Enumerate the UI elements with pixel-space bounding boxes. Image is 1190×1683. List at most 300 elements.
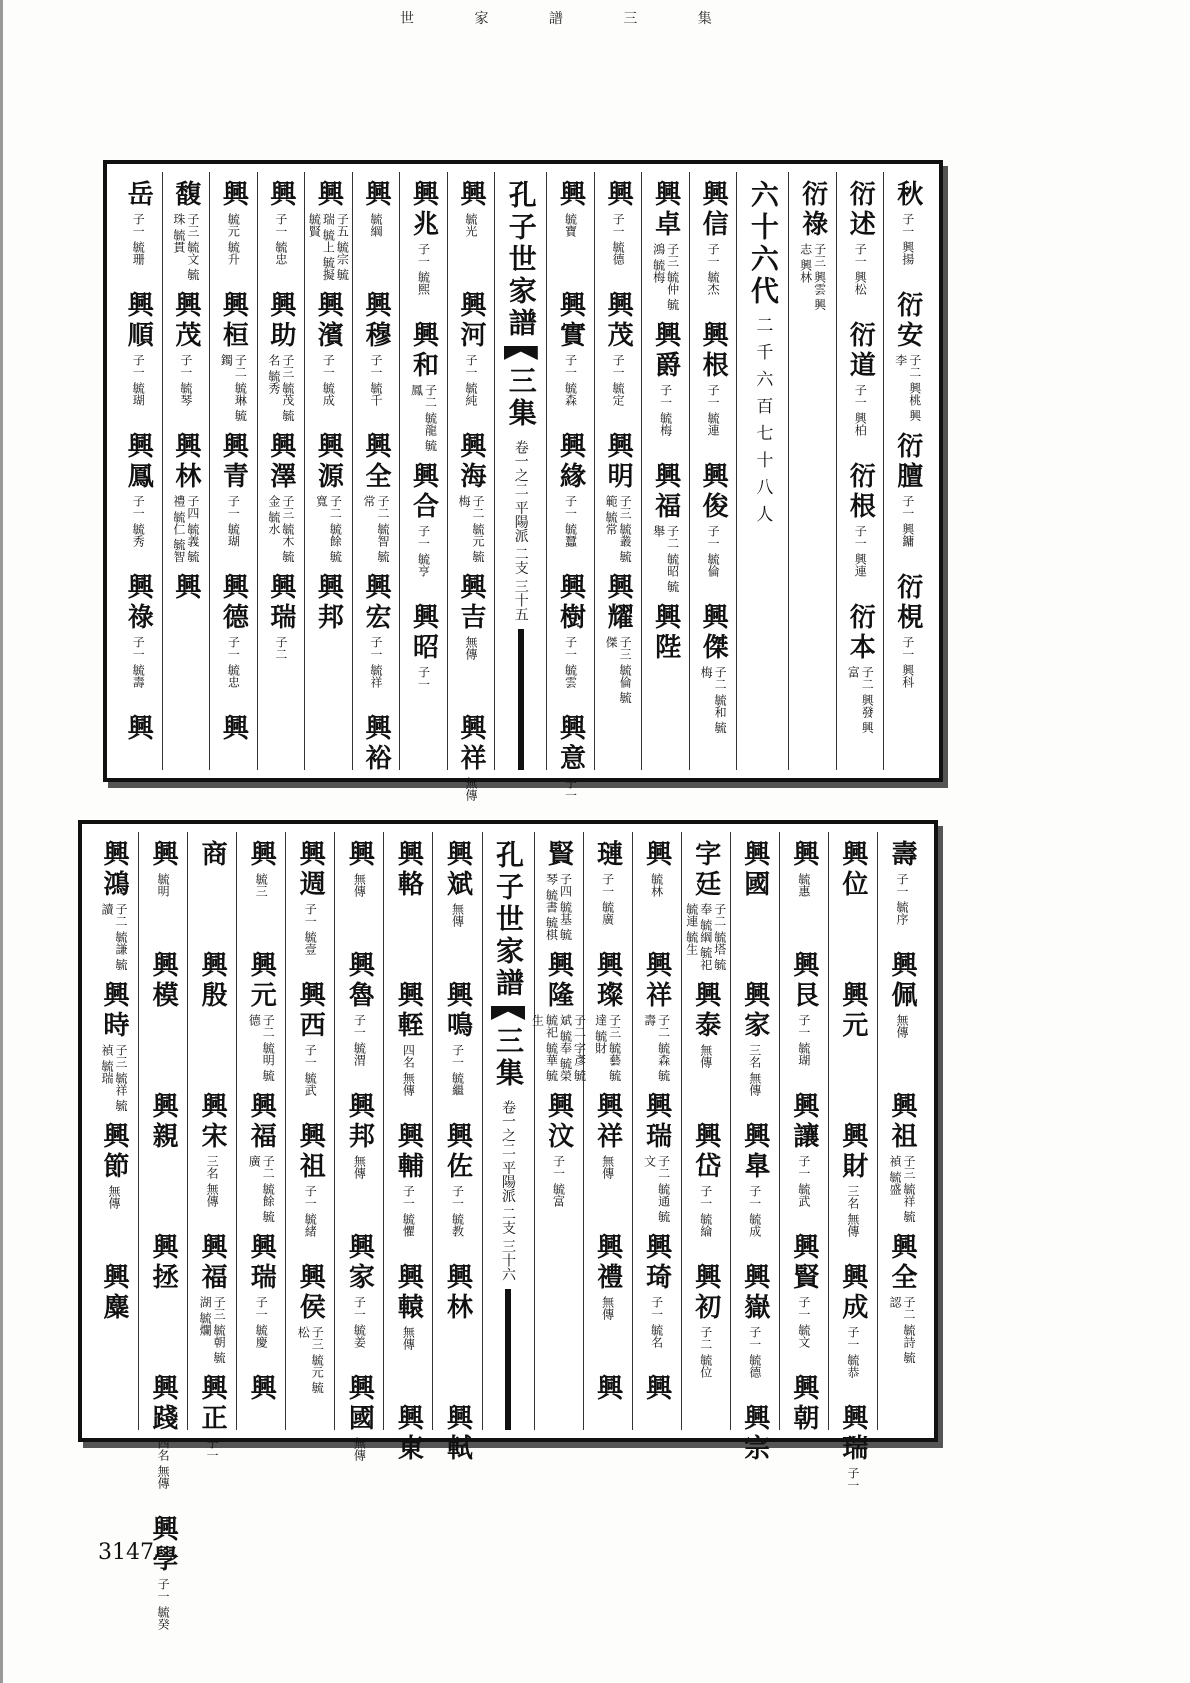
genealogy-entry	[172, 180, 200, 283]
person-note: 毓元 毓升	[226, 213, 241, 265]
person-name: 壽	[886, 840, 917, 870]
collection-label: 三集	[504, 366, 538, 430]
genealogy-entry	[344, 951, 375, 1084]
person-note: 子一 毓忠	[273, 213, 288, 265]
center-bar	[505, 1289, 511, 1430]
person-note: 子二 興發 興富	[846, 666, 875, 734]
person-note: 無傳	[352, 1155, 367, 1179]
genealogy-entry	[457, 432, 485, 565]
genealogy-entry	[442, 1404, 473, 1537]
person-name: 興祥	[641, 951, 672, 1011]
person-note: 三名 無傳	[845, 1185, 860, 1237]
genealogy-entry	[652, 462, 680, 595]
genealogy-entry	[788, 1092, 819, 1225]
person-name: 興親	[148, 1092, 179, 1152]
person-name: 興嶽	[739, 1263, 770, 1323]
genealogy-entry	[295, 1122, 326, 1255]
person-note: 子一 毓純	[464, 354, 479, 406]
genealogy-entry	[837, 981, 868, 1114]
person-note: 子二 毓餘 毓廣	[247, 1155, 276, 1223]
person-note: 子二 毓明 毓德	[247, 1014, 276, 1082]
person-note: 毓林	[649, 873, 664, 897]
genealogy-entry	[892, 573, 923, 706]
genealogy-column	[115, 172, 162, 770]
person-name: 興	[788, 840, 819, 870]
genealogy-column	[730, 832, 779, 1464]
person-note: 子一 毓森	[563, 354, 578, 406]
person-note: 子二 毓琳 毓鐲	[219, 354, 248, 422]
person-name: 字廷	[690, 840, 721, 900]
book-center-column	[482, 832, 534, 1430]
person-name: 興瑞	[246, 1233, 277, 1293]
person-note: 子一 毓武	[796, 1155, 811, 1207]
genealogy-entry	[892, 180, 923, 283]
genealogy-entry	[408, 180, 439, 313]
genealogy-entry	[246, 1233, 277, 1366]
genealogy-entry	[592, 1233, 623, 1366]
person-note: 子一 毓熙	[416, 243, 431, 295]
genealogy-entry	[360, 573, 391, 706]
person-name: 興瑞	[265, 573, 296, 633]
person-note: 子一 毓定	[611, 354, 626, 406]
genealogy-entry	[344, 840, 375, 943]
genealogy-entry	[442, 840, 473, 973]
person-name: 岳	[123, 180, 154, 210]
person-name: 興侯	[295, 1263, 326, 1323]
person-name: 興緣	[555, 432, 586, 492]
person-name: 興實	[555, 291, 586, 351]
genealogy-entry	[197, 951, 228, 1084]
person-name: 興鳳	[123, 432, 154, 492]
person-note: 子一	[416, 666, 431, 690]
person-note: 子三 毓祥 毓禎 毓瑞	[100, 1044, 129, 1112]
person-name: 興海	[456, 432, 487, 492]
genealogy-entry	[788, 1233, 819, 1366]
person-note: 四名 無傳	[156, 1437, 171, 1489]
person-note: 子二 毓餘 毓寬	[314, 495, 343, 563]
person-name: 興禮	[592, 1233, 623, 1293]
genealogy-column	[399, 172, 447, 770]
person-name: 興	[148, 840, 179, 870]
person-note: 子一 毓懼	[401, 1185, 416, 1237]
person-name: 衍道	[845, 321, 876, 381]
genealogy-entry	[246, 840, 277, 943]
genealogy-column	[352, 172, 400, 774]
person-note: 子三 毓木 毓金 毓水	[266, 495, 295, 563]
person-name: 興祿	[123, 573, 154, 633]
person-name: 興艮	[788, 951, 819, 1011]
person-note: 子一 毓富	[551, 1155, 566, 1207]
person-name: 興澤	[265, 432, 296, 492]
person-name: 興財	[837, 1122, 868, 1182]
genealogy-entry	[360, 180, 391, 283]
genealogy-entry	[892, 432, 923, 565]
person-note: 子一 毓瑚	[226, 495, 241, 547]
genealogy-entry	[267, 432, 295, 565]
genealogy-entry	[846, 603, 874, 736]
center-bar	[518, 629, 524, 770]
person-name: 興西	[295, 981, 326, 1041]
person-note: 子三 毓藝 毓達 毓財	[593, 1014, 622, 1082]
volume-subtitle: 卷一之二 平陽派 二支 三十六	[500, 1100, 516, 1282]
person-note: 子五 毓宗 毓瑞 毓上 毓擬 毓賢	[307, 213, 350, 281]
genealogy-entry	[198, 1233, 226, 1366]
person-name: 興麋	[99, 1263, 130, 1323]
person-note: 四名 無傳	[401, 1044, 416, 1096]
person-note: 子一 興揚	[900, 213, 915, 265]
person-note: 毓惠	[796, 873, 811, 897]
genealogy-entry	[603, 180, 634, 283]
person-note: 子一 毓成	[321, 354, 336, 406]
person-name: 興福	[246, 1092, 277, 1152]
person-note: 毓三	[254, 873, 269, 897]
person-name: 興	[123, 714, 154, 744]
genealogy-entry	[888, 1092, 916, 1225]
genealogy-entry	[641, 840, 672, 943]
generation-count: 二千六百七十八人	[752, 316, 773, 532]
genealogy-entry	[123, 573, 154, 706]
person-note: 子一 毓蠶	[563, 495, 578, 547]
genealogy-entry	[555, 432, 586, 565]
person-name: 興祥	[592, 1092, 623, 1152]
person-note: 子一 毓渭	[352, 1014, 367, 1066]
person-name: 興	[344, 840, 375, 870]
person-name: 興佩	[886, 951, 917, 1011]
genealogy-entry	[543, 1092, 574, 1225]
genealogy-entry	[307, 180, 349, 283]
genealogy-entry	[218, 432, 249, 565]
genealogy-entry	[408, 462, 439, 595]
person-note: 子一 毓繼	[450, 1044, 465, 1096]
person-name: 興	[246, 1374, 277, 1404]
genealogy-entry	[886, 951, 917, 1084]
person-name: 興全	[886, 1233, 917, 1293]
person-name: 興宏	[360, 573, 391, 633]
genealogy-entry	[894, 291, 922, 424]
person-note: 子二 字彥 毓斌 毓奉 毓榮 毓祀 毓華 毓生	[530, 1014, 587, 1082]
genealogy-entry	[296, 1263, 324, 1396]
person-name: 興順	[123, 291, 154, 351]
person-name: 興璨	[592, 951, 623, 1011]
person-note: 子四 毓義 毓禮 毓仁 毓智	[171, 495, 200, 563]
book-title: 孔子世家譜	[504, 180, 538, 340]
person-name: 興爵	[650, 321, 681, 381]
genealogy-entry	[218, 180, 249, 283]
genealogy-entry	[265, 180, 296, 283]
person-note: 子二 毓森 毓壽	[642, 1014, 671, 1082]
genealogy-entry	[246, 1374, 277, 1477]
person-name: 興濱	[313, 291, 344, 351]
person-name: 興福	[650, 462, 681, 522]
genealogy-leaf-top	[103, 160, 943, 801]
genealogy-entry	[123, 714, 154, 817]
genealogy-entry	[267, 291, 295, 424]
person-note: 三名 無傳	[205, 1155, 220, 1207]
person-note: 子三 毓元 毓松	[296, 1326, 325, 1394]
genealogy-entry	[799, 180, 827, 313]
genealogy-entry	[393, 1122, 424, 1255]
genealogy-entry	[594, 951, 622, 1084]
genealogy-column	[779, 832, 828, 1434]
person-note: 子一 毓壹	[303, 903, 318, 955]
genealogy-entry	[837, 1263, 868, 1396]
person-name: 興昭	[408, 603, 439, 663]
genealogy-entry	[314, 432, 342, 565]
person-note: 子二 毓通 毓文	[642, 1155, 671, 1223]
genealogy-entry	[888, 1233, 916, 1366]
person-name: 興岱	[690, 1122, 721, 1182]
person-note: 子三 興雲 興志 興林	[798, 243, 827, 311]
person-note: 子一 毓壽	[131, 636, 146, 688]
person-name: 興德	[218, 573, 249, 633]
genealogy-column	[530, 832, 587, 1430]
genealogy-column	[788, 172, 836, 770]
genealogy-column	[632, 832, 681, 1430]
genealogy-column	[304, 172, 352, 770]
person-name: 興軾	[442, 1404, 473, 1464]
person-name: 衍根	[845, 462, 876, 522]
person-name: 興	[265, 180, 296, 210]
person-note: 子二	[273, 636, 288, 660]
person-name: 興踐	[148, 1374, 179, 1434]
genealogy-entry	[123, 432, 154, 565]
person-note: 無傳	[352, 873, 367, 897]
person-name: 興福	[197, 1233, 228, 1293]
person-name: 秋	[892, 180, 923, 210]
genealogy-entry	[641, 1374, 672, 1477]
genealogy-entry	[362, 432, 390, 565]
person-name: 興佐	[442, 1122, 473, 1182]
person-name: 衍梘	[892, 573, 923, 633]
person-note: 子一 毓德	[611, 213, 626, 265]
genealogy-entry	[698, 180, 729, 313]
person-name: 興青	[218, 432, 249, 492]
person-name: 興祖	[295, 1122, 326, 1182]
genealogy-column	[138, 832, 187, 1630]
person-note: 子一	[563, 777, 578, 801]
person-name: 興助	[265, 291, 296, 351]
person-note: 子一 毓琴	[178, 354, 193, 406]
person-name: 興朝	[788, 1374, 819, 1434]
genealogy-entry	[845, 321, 876, 454]
genealogy-entry	[845, 462, 876, 595]
person-note: 子一 毓梅	[658, 384, 673, 436]
genealogy-entry	[197, 1092, 228, 1225]
person-name: 興國	[344, 1374, 375, 1434]
person-note: 子三 毓仲 毓鴻 毓梅	[651, 243, 680, 311]
person-note: 三名 無傳	[747, 1044, 762, 1096]
person-name: 興傑	[698, 603, 729, 663]
person-name: 興成	[837, 1263, 868, 1323]
genealogy-entry	[100, 840, 128, 973]
person-name: 興輊	[393, 981, 424, 1041]
genealogy-entry	[409, 321, 437, 454]
person-name: 興家	[344, 1233, 375, 1293]
genealogy-entry	[313, 291, 344, 424]
genealogy-entry	[393, 840, 424, 973]
genealogy-entry	[313, 573, 344, 706]
person-name: 興耀	[603, 573, 634, 633]
person-name: 興信	[698, 180, 729, 240]
person-note: 無傳	[464, 636, 479, 660]
genealogy-entry	[643, 951, 671, 1084]
genealogy-entry	[531, 951, 587, 1084]
genealogy-entry	[456, 291, 487, 424]
genealogy-entry	[148, 1515, 179, 1648]
person-note: 子一 毓德	[747, 1326, 762, 1378]
genealogy-entry	[295, 981, 326, 1114]
genealogy-entry	[344, 1092, 375, 1225]
genealogy-column	[187, 832, 236, 1461]
person-name: 興俊	[698, 462, 729, 522]
person-name: 興輔	[393, 1122, 424, 1182]
genealogy-entry	[148, 1092, 179, 1225]
genealogy-entry	[247, 951, 275, 1084]
person-note: 子一 毓慶	[254, 1296, 269, 1348]
person-name: 衍安	[892, 291, 923, 351]
person-note: 子一 毓廣	[600, 873, 615, 925]
genealogy-entry	[219, 291, 247, 424]
person-name: 興琦	[641, 1233, 672, 1293]
genealogy-entry	[148, 951, 179, 1084]
person-note: 毓光	[464, 213, 479, 237]
genealogy-column	[162, 172, 210, 770]
person-note: 子一 毓連	[706, 384, 721, 436]
person-name: 興隆	[543, 951, 574, 1011]
person-note: 子二 毓智 毓常	[361, 495, 390, 563]
person-note: 子四 毓基 毓琴 毓書 毓棋	[544, 873, 573, 941]
genealogy-entry	[690, 1263, 721, 1396]
person-name: 興卓	[650, 180, 681, 240]
genealogy-entry	[172, 432, 200, 565]
genealogy-entry	[555, 180, 586, 283]
person-name: 興	[555, 180, 586, 210]
person-note: 子一 毓武	[303, 1044, 318, 1096]
person-note: 無傳	[600, 1296, 615, 1320]
person-name: 興明	[603, 432, 634, 492]
person-note: 子一 毓序	[894, 873, 909, 925]
person-note: 毓明	[156, 873, 171, 897]
genealogy-column	[583, 832, 632, 1430]
person-note: 子一 毓祥	[368, 636, 383, 688]
person-note: 子一 毓瑚	[796, 1014, 811, 1066]
genealogy-entry	[148, 1374, 179, 1507]
person-name: 興輅	[393, 840, 424, 900]
person-name: 興正	[197, 1374, 228, 1434]
volume-subtitle: 卷一之二 平陽派 二支 三十五	[512, 440, 529, 622]
person-note: 無傳	[107, 1185, 122, 1209]
person-name: 興桓	[218, 291, 249, 351]
genealogy-entry	[100, 981, 128, 1114]
person-name: 興茂	[170, 291, 201, 351]
genealogy-entry	[99, 1263, 130, 1396]
person-note: 子一 興鏞	[900, 495, 915, 547]
genealogy-column	[836, 172, 884, 770]
genealogy-entry	[603, 291, 634, 424]
person-name: 興	[218, 180, 249, 210]
genealogy-entry	[592, 1374, 623, 1477]
genealogy-entry	[247, 1092, 275, 1225]
person-note: 子一 毓恭	[845, 1326, 860, 1378]
person-note: 子二 毓龍 毓鳳	[409, 384, 438, 452]
genealogy-entry	[739, 1122, 770, 1255]
genealogy-entry	[690, 1122, 721, 1255]
genealogy-entry	[393, 1404, 424, 1537]
genealogy-entry	[344, 1374, 375, 1507]
genealogy-entry	[99, 1122, 130, 1255]
person-name: 興讓	[788, 1092, 819, 1152]
genealogy-entry	[788, 951, 819, 1084]
person-name: 興拯	[148, 1233, 179, 1293]
person-name: 興元	[837, 981, 868, 1041]
genealogy-entry	[123, 180, 154, 283]
person-name: 商	[197, 840, 228, 870]
person-name: 興源	[313, 432, 344, 492]
genealogy-entry	[652, 180, 680, 313]
person-name: 興	[246, 840, 277, 870]
genealogy-entry	[170, 291, 201, 424]
person-name: 興祖	[886, 1092, 917, 1152]
person-note: 子一 毓珊	[131, 213, 146, 265]
genealogy-entry	[148, 840, 179, 943]
genealogy-column	[383, 832, 432, 1464]
person-name: 興陛	[650, 603, 681, 663]
genealogy-column	[447, 172, 495, 801]
genealogy-entry	[295, 840, 326, 973]
genealogy-column	[689, 172, 737, 770]
genealogy-entry	[408, 603, 439, 736]
genealogy-column	[641, 172, 689, 770]
person-name: 興	[218, 714, 249, 744]
genealogy-entry	[837, 1122, 868, 1255]
genealogy-column	[546, 172, 594, 801]
person-name: 興汶	[543, 1092, 574, 1152]
genealogy-entry	[456, 573, 487, 706]
person-name: 興元	[246, 951, 277, 1011]
person-name: 興合	[408, 462, 439, 522]
person-name: 興河	[456, 291, 487, 351]
genealogy-entry	[197, 840, 228, 943]
genealogy-column	[883, 172, 931, 770]
genealogy-column	[209, 172, 257, 770]
genealogy-entry	[218, 573, 249, 706]
fishtail-mark	[504, 346, 538, 360]
genealogy-entry	[456, 180, 487, 283]
person-name: 興學	[148, 1515, 179, 1575]
person-note: 子一 毓教	[450, 1185, 465, 1237]
genealogy-entry	[690, 981, 721, 1114]
person-note: 子一 毓緒	[303, 1185, 318, 1237]
person-note: 子一 興柏	[853, 384, 868, 436]
person-note: 子二 毓詩 毓認	[887, 1296, 916, 1364]
person-note: 毓綱	[368, 213, 383, 237]
person-note: 子一 毓亨	[416, 525, 431, 577]
genealogy-entry	[360, 291, 391, 424]
person-note: 子二 毓和 毓梅	[699, 666, 728, 734]
genealogy-entry	[170, 573, 201, 676]
person-name: 興鴻	[99, 840, 130, 900]
person-note: 子二 毓位	[698, 1326, 713, 1378]
person-name: 興	[360, 180, 391, 210]
person-note: 毓寶	[563, 213, 578, 237]
person-name: 興穆	[360, 291, 391, 351]
genealogy-entry	[739, 1404, 770, 1537]
person-name: 興根	[698, 321, 729, 381]
person-note: 子二 興桃 興李	[893, 354, 922, 422]
person-name: 興	[641, 1374, 672, 1404]
person-name: 興宗	[739, 1404, 770, 1464]
person-name: 衍膻	[892, 432, 923, 492]
